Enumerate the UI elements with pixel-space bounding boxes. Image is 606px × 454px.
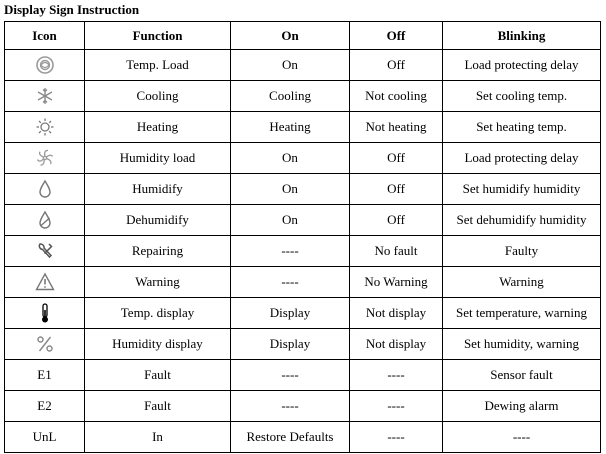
- table-row: [5, 267, 601, 298]
- off-cell: No Warning: [350, 267, 443, 298]
- blinking-cell: Dewing alarm: [443, 391, 601, 422]
- off-cell: Off: [350, 205, 443, 236]
- snowflake-icon: [35, 86, 55, 106]
- table-row: [5, 81, 601, 112]
- off-cell: Off: [350, 143, 443, 174]
- icon-cell: [5, 143, 85, 174]
- percent-icon: [35, 334, 55, 354]
- blinking-cell: Set humidify humidity: [443, 174, 601, 205]
- function-cell: Fault: [85, 360, 231, 391]
- table-row: [5, 174, 601, 205]
- function-cell: Humidify: [85, 174, 231, 205]
- function-cell: Warning: [85, 267, 231, 298]
- sun-icon: [35, 117, 55, 137]
- off-cell: Not heating: [350, 112, 443, 143]
- icon-cell: [5, 112, 85, 143]
- table-row: [5, 391, 601, 422]
- on-cell: Display: [231, 298, 350, 329]
- off-cell: Not display: [350, 329, 443, 360]
- warning-icon: [35, 272, 55, 292]
- blinking-cell: Set heating temp.: [443, 112, 601, 143]
- thermometer-icon: [35, 302, 55, 324]
- blinking-cell: Load protecting delay: [443, 50, 601, 81]
- off-cell: Not cooling: [350, 81, 443, 112]
- off-cell: Not display: [350, 298, 443, 329]
- function-cell: Fault: [85, 391, 231, 422]
- blinking-cell: Load protecting delay: [443, 143, 601, 174]
- on-cell: On: [231, 143, 350, 174]
- function-cell: In: [85, 422, 231, 453]
- table-header-row: [5, 22, 601, 50]
- icon-cell: [5, 267, 85, 298]
- on-cell: Heating: [231, 112, 350, 143]
- on-cell: Restore Defaults: [231, 422, 350, 453]
- on-cell: ----: [231, 267, 350, 298]
- droplet-slash-icon: [35, 210, 55, 230]
- table-row: [5, 236, 601, 267]
- function-cell: Temp. Load: [85, 50, 231, 81]
- off-cell: Off: [350, 174, 443, 205]
- icon-cell: [5, 50, 85, 81]
- display-sign-table: [4, 21, 601, 453]
- on-cell: On: [231, 50, 350, 81]
- blinking-cell: Sensor fault: [443, 360, 601, 391]
- function-cell: Heating: [85, 112, 231, 143]
- off-cell: ----: [350, 422, 443, 453]
- off-cell: Off: [350, 50, 443, 81]
- page-title: Display Sign Instruction: [4, 2, 140, 17]
- icon-cell: [5, 81, 85, 112]
- temp-load-icon: [35, 55, 55, 75]
- header-icon: Icon: [5, 22, 85, 50]
- blinking-cell: Set temperature, warning: [443, 298, 601, 329]
- blinking-cell: Warning: [443, 267, 601, 298]
- off-cell: No fault: [350, 236, 443, 267]
- blinking-cell: ----: [443, 422, 601, 453]
- icon-code-cell: UnL: [5, 422, 85, 453]
- table-row: [5, 143, 601, 174]
- on-cell: On: [231, 174, 350, 205]
- icon-cell: [5, 174, 85, 205]
- icon-code-cell: E1: [5, 360, 85, 391]
- header-off: Off: [350, 22, 443, 50]
- header-on: On: [231, 22, 350, 50]
- blinking-cell: Set humidity, warning: [443, 329, 601, 360]
- table-row: [5, 298, 601, 329]
- header-function: Function: [85, 22, 231, 50]
- off-cell: ----: [350, 360, 443, 391]
- function-cell: Dehumidify: [85, 205, 231, 236]
- on-cell: ----: [231, 391, 350, 422]
- function-cell: Humidity display: [85, 329, 231, 360]
- wrench-icon: [35, 241, 55, 261]
- droplet-icon: [35, 179, 55, 199]
- icon-cell: [5, 329, 85, 360]
- blinking-cell: Set cooling temp.: [443, 81, 601, 112]
- table-row: [5, 205, 601, 236]
- on-cell: ----: [231, 360, 350, 391]
- icon-cell: [5, 236, 85, 267]
- table-row: [5, 329, 601, 360]
- function-cell: Cooling: [85, 81, 231, 112]
- function-cell: Temp. display: [85, 298, 231, 329]
- on-cell: Cooling: [231, 81, 350, 112]
- table-row: [5, 112, 601, 143]
- blinking-cell: Set dehumidify humidity: [443, 205, 601, 236]
- table-row: [5, 422, 601, 453]
- on-cell: On: [231, 205, 350, 236]
- table-row: [5, 360, 601, 391]
- header-blinking: Blinking: [443, 22, 601, 50]
- on-cell: Display: [231, 329, 350, 360]
- table-row: [5, 50, 601, 81]
- function-cell: Humidity load: [85, 143, 231, 174]
- on-cell: ----: [231, 236, 350, 267]
- icon-cell: [5, 298, 85, 329]
- function-cell: Repairing: [85, 236, 231, 267]
- icon-code-cell: E2: [5, 391, 85, 422]
- blinking-cell: Faulty: [443, 236, 601, 267]
- off-cell: ----: [350, 391, 443, 422]
- fan-icon: [35, 148, 55, 168]
- icon-cell: [5, 205, 85, 236]
